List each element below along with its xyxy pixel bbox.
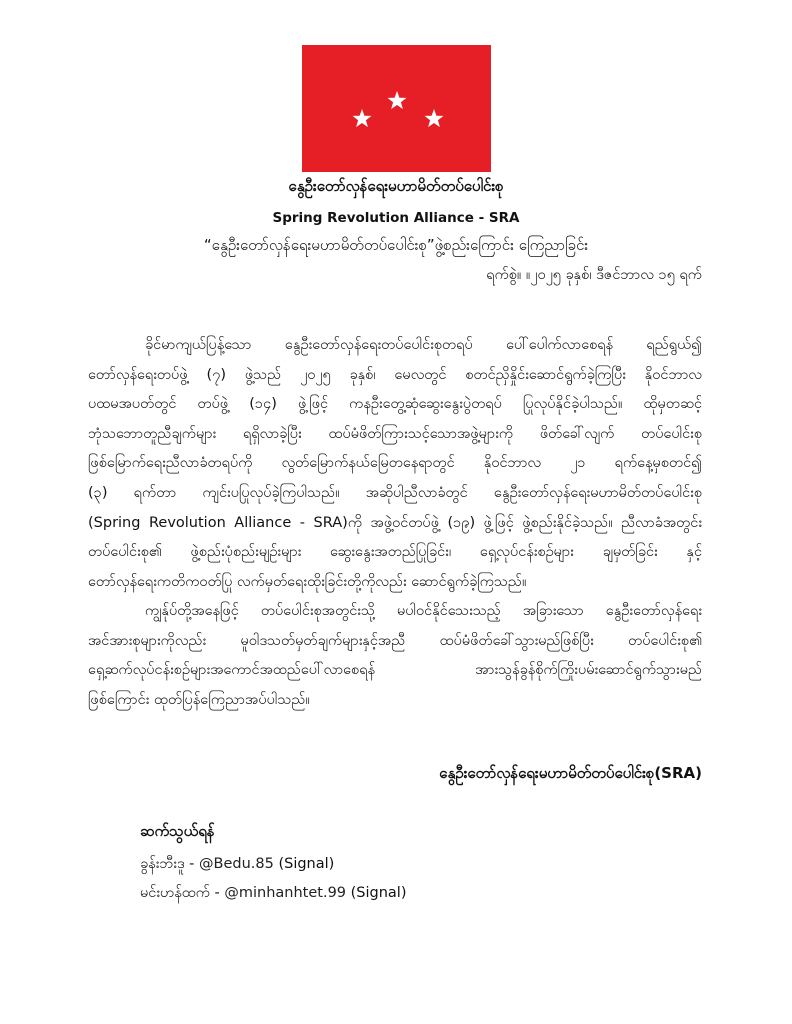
contact-separator: - [209, 885, 225, 901]
contact-separator: - [184, 856, 200, 872]
alliance-flag [302, 45, 491, 172]
contact-entry [140, 884, 407, 905]
contact-signal-handle[interactable]: @minhanhtet.99 [224, 885, 347, 901]
paragraph-line: ခိုင်မာကျယ်ပြန့်သော နွေဦးတော်လှန်ရေးတပ်ပေါင်းစုတရပ် ပေါ်ပေါက်လာစေရန် ရည်ရွယ်၍ [145, 337, 702, 353]
contact-platform: (Signal) [273, 856, 335, 872]
contact-entry [140, 855, 334, 876]
announcement-headline: “နွေဦးတော်လှန်ရေးမဟာမိတ်တပ်ပေါင်းစု”ဖွဲ့စည်းကြောင်း ကြေညာခြင်း [203, 236, 589, 254]
paragraph-line: (၃) ရက်တာ ကျင်းပပြုလုပ်ခဲ့ကြပါသည်။ အဆိုပါညီလာခံတွင် နွေဦးတော်လှန်ရေးမဟာမိတ်တပ်ပေါင်းစု [88, 485, 702, 501]
contact-platform: (Signal) [346, 885, 407, 901]
paragraph-line: ဘုံသဘောတူညီချက်များ ရရှိလာခဲ့ပြီး ထပ်မံဖိတ်ကြားသင့်သောအဖွဲ့များကို ဖိတ်ခေါ်လျက် တပ်ပေါင်းစု [88, 426, 702, 442]
paragraph-line: အင်အားစုများကိုလည်း မူဝါဒသတ်မှတ်ချက်များနှင့်အညီ ထပ်မံဖိတ်ခေါ်သွားမည်ဖြစ်ပြီး တပ်ပေါင်းစု၏ [88, 633, 702, 649]
three-star-flag-icon [302, 45, 491, 172]
contact-signal-handle[interactable]: @Bedu.85 [199, 856, 274, 872]
paragraph-line: ကျွန်ုပ်တို့အနေဖြင့် တပ်ပေါင်းစုအတွင်းသို့ မပါဝင်နိုင်သေးသည့် အခြားသော နွေဦးတော်လှန်ရေး [145, 603, 702, 619]
paragraph-line: ရှေ့ဆက်လုပ်ငန်းစဉ်များအကောင်အထည်ပေါ်လာစေရန် အားသွန်ခွန်စိုက်ကြိုးပမ်းဆောင်ရွက်သွားမည် [88, 662, 702, 678]
contact-name: မင်းဟန်ထက် [140, 885, 210, 901]
contact-heading: ဆက်သွယ်ရန် [140, 822, 215, 840]
paragraph-line: တော်လှန်ရေးကတိကဝတ်ပြု လက်မှတ်ရေးထိုးခြင်းတို့ကိုလည်း ဆောင်ရွက်ခဲ့ကြသည်။ [88, 574, 527, 590]
paragraph-line: ဖြစ်မြောက်ရေးညီလာခံတရပ်ကို လွတ်မြောက်နယ်မြေတနေရာတွင် နိုဝင်ဘာလ ၂၁ ရက်နေ့မှစတင်၍ [88, 455, 702, 471]
paragraph-line: တော်လှန်ရေးတပ်ဖွဲ့ (၇) ဖွဲ့သည် ၂၀၂၅ ခုနှစ်၊ မေလတွင် စတင်ညှိနှိုင်းဆောင်ရွက်ခဲ့ကြပြီး နိုဝင်ဘာလ [88, 367, 702, 383]
paragraph-line: (Spring Revolution Alliance - SRA)ကို အဖွဲ့ဝင်တပ်ဖွဲ့ (၁၉) ဖွဲ့ဖြင့် ဖွဲ့စည်းနိုင်ခဲ့သည်။ ညီလာခံအတွင်း [88, 515, 702, 531]
paragraph-line: ဖြစ်ကြောင်း ထုတ်ပြန်ကြေညာအပ်ပါသည်။ [88, 692, 310, 708]
organization-title: နွေဦးတော်လှန်ရေးမဟာမိတ်တပ်ပေါင်းစု [288, 177, 504, 195]
announcement-date: ရက်စွဲ။ ။၂၀၂၅ ခုနှစ်၊ ဒီဇင်ဘာလ ၁၅ ရက် [486, 267, 702, 283]
organization-english-name: Spring Revolution Alliance - SRA [272, 210, 520, 226]
signature-block: နွေဦးတော်လှန်ရေးမဟာမိတ်တပ်ပေါင်းစု(SRA) [439, 764, 702, 782]
contact-name: ခွန်းဘီးဒူ [140, 856, 185, 872]
paragraph-line: တပ်ပေါင်းစု၏ ဖွဲ့စည်းပုံစည်းမျဉ်းများ ဆွေးနွေးအတည်ပြုခြင်း၊ ရှေ့လုပ်ငန်းစဉ်များ ချမှတ်ခြင်း နှင့် [88, 544, 702, 560]
paragraph-line: ပထမအပတ်တွင် တပ်ဖွဲ့ (၁၄) ဖွဲ့ဖြင့် ကနဦးတွေ့ဆုံဆွေးနွေးပွဲတရပ် ပြုလုပ်နိုင်ခဲ့ပါသည်။ ထိုမှတဆင့် [88, 396, 702, 412]
